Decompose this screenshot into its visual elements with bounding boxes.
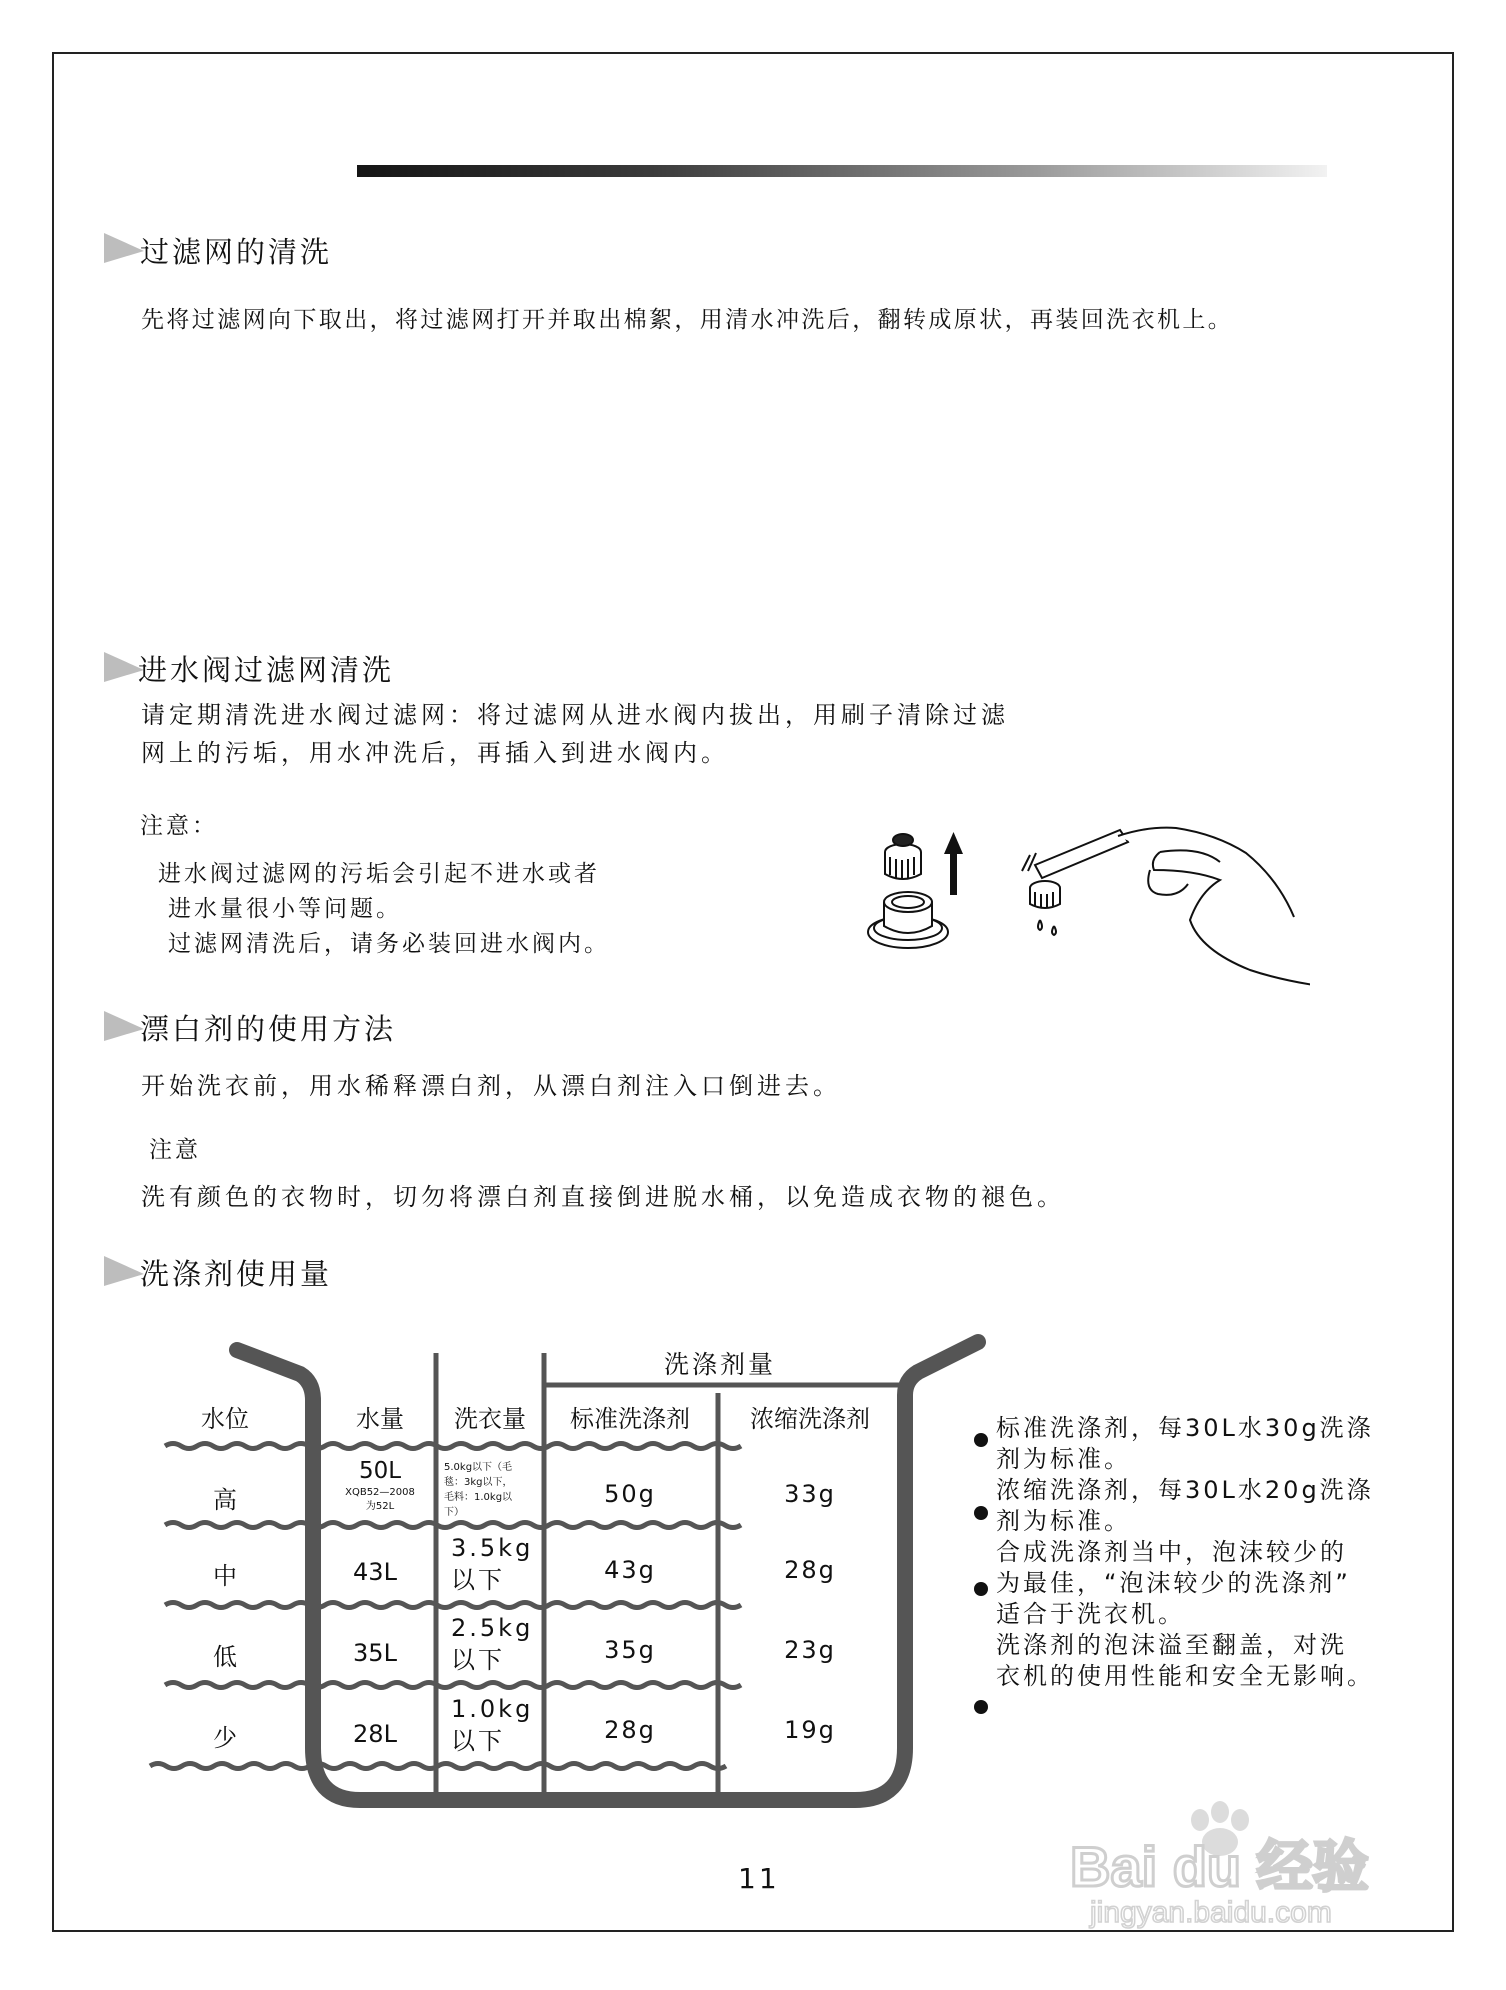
laundry-line: 以下 (451, 1727, 505, 1755)
note-line: 剂为标准。 (996, 1445, 1131, 1473)
table-cell-concentrated: 23g (784, 1636, 836, 1664)
table-cell-laundry (451, 1532, 533, 1596)
body-line: 请定期清洗进水阀过滤网：将过滤网从进水阀内拔出，用刷子清除过滤 (141, 701, 1009, 729)
note-line: 进水阀过滤网的污垢会引起不进水或者 (158, 861, 600, 887)
note-line: 衣机的使用性能和安全无影响。 (996, 1662, 1374, 1690)
table-cell-water: 50L (358, 1458, 402, 1484)
section-body-bleach: 开始洗衣前，用水稀释漂白剂，从漂白剂注入口倒进去。 (141, 1072, 841, 1100)
table-cell-concentrated: 19g (784, 1716, 836, 1744)
section-title-inlet: 进水阀过滤网清洗 (138, 653, 395, 687)
detergent-notes (996, 1413, 1374, 1692)
note-line: 过滤网清洗后，请务必装回进水阀内。 (168, 931, 610, 957)
page-number: 11 (738, 1862, 780, 1895)
table-cell-laundry (451, 1693, 533, 1757)
table-header-laundry: 洗衣量 (454, 1405, 526, 1433)
note-line: 洗涤剂的泡沫溢至翻盖，对洗 (996, 1631, 1347, 1659)
watermark-url: jingyan.baidu.com (1090, 1896, 1332, 1929)
table-cell-level: 高 (213, 1486, 237, 1514)
table-cell-level: 少 (213, 1724, 237, 1752)
table-cell-water: 43L (353, 1558, 397, 1586)
table-cell-water: 35L (353, 1639, 397, 1667)
table-header-water: 水量 (356, 1405, 404, 1433)
section-body-filter: 先将过滤网向下取出，将过滤网打开并取出棉絮，用清水冲洗后，翻转成原状，再装回洗衣机上。 (141, 307, 1234, 333)
table-header-concentrated: 浓缩洗涤剂 (750, 1405, 870, 1433)
note-line: 进水量很小等问题。 (168, 896, 402, 922)
table-cell-concentrated: 28g (784, 1556, 836, 1584)
section-title-bleach: 漂白剂的使用方法 (140, 1012, 397, 1046)
section-title-detergent: 洗涤剂使用量 (140, 1257, 333, 1291)
note-line: 适合于洗衣机。 (996, 1600, 1185, 1628)
table-cell-laundry-small (444, 1460, 513, 1520)
bullet-icon (974, 1582, 988, 1596)
baidu-watermark-logo (1060, 1790, 1420, 1930)
note-body-bleach: 洗有颜色的衣物时，切勿将漂白剂直接倒进脱水桶，以免造成衣物的褪色。 (141, 1183, 1065, 1211)
note-line: 标准洗涤剂，每30L水30g洗涤 (996, 1414, 1374, 1442)
laundry-line: 以下 (451, 1646, 505, 1674)
laundry-line: 3.5kg (451, 1534, 534, 1562)
watermark-brand: Bai du 经验 (1070, 1835, 1369, 1898)
laundry-line: 以下 (451, 1566, 505, 1594)
note-line: 浓缩洗涤剂，每30L水20g洗涤 (996, 1476, 1374, 1504)
table-cell-standard: 43g (604, 1556, 656, 1584)
table-cell-standard: 50g (604, 1480, 656, 1508)
table-cell-level: 低 (213, 1643, 237, 1671)
note-line: 剂为标准。 (996, 1507, 1131, 1535)
laundry-line: 1.0kg (451, 1695, 534, 1723)
table-header-standard: 标准洗涤剂 (570, 1405, 690, 1433)
note-line: 下） (444, 1507, 464, 1518)
note-line: XQB52—2008 (345, 1487, 415, 1498)
bullet-icon (974, 1700, 988, 1714)
note-label-inlet: 注意： (140, 813, 218, 839)
bullet-icon (974, 1433, 988, 1447)
note-line: 毯：3kg以下， (444, 1477, 513, 1488)
bullet-icon (974, 1506, 988, 1520)
table-cell-water-note (345, 1486, 415, 1514)
note-label-bleach: 注意 (149, 1137, 201, 1163)
table-group-header: 洗涤剂量 (663, 1350, 777, 1379)
note-line: 合成洗涤剂当中，泡沫较少的 (996, 1538, 1347, 1566)
table-header-level: 水位 (201, 1405, 249, 1433)
table-cell-laundry (451, 1612, 533, 1676)
note-line: 5.0kg以下（毛 (444, 1462, 513, 1473)
table-cell-concentrated: 33g (784, 1480, 836, 1508)
table-cell-standard: 35g (604, 1636, 656, 1664)
note-line: 为最佳，“泡沫较少的洗涤剂” (996, 1569, 1351, 1597)
note-line: 毛料：1.0kg以 (444, 1492, 513, 1503)
table-cell-standard: 28g (604, 1716, 656, 1744)
laundry-line: 2.5kg (451, 1614, 534, 1642)
body-line: 网上的污垢，用水冲洗后，再插入到进水阀内。 (141, 739, 729, 767)
table-cell-level: 中 (213, 1562, 237, 1590)
table-cell-water: 28L (353, 1720, 397, 1748)
section-title-filter: 过滤网的清洗 (140, 235, 333, 269)
note-line: 为52L (365, 1501, 395, 1512)
